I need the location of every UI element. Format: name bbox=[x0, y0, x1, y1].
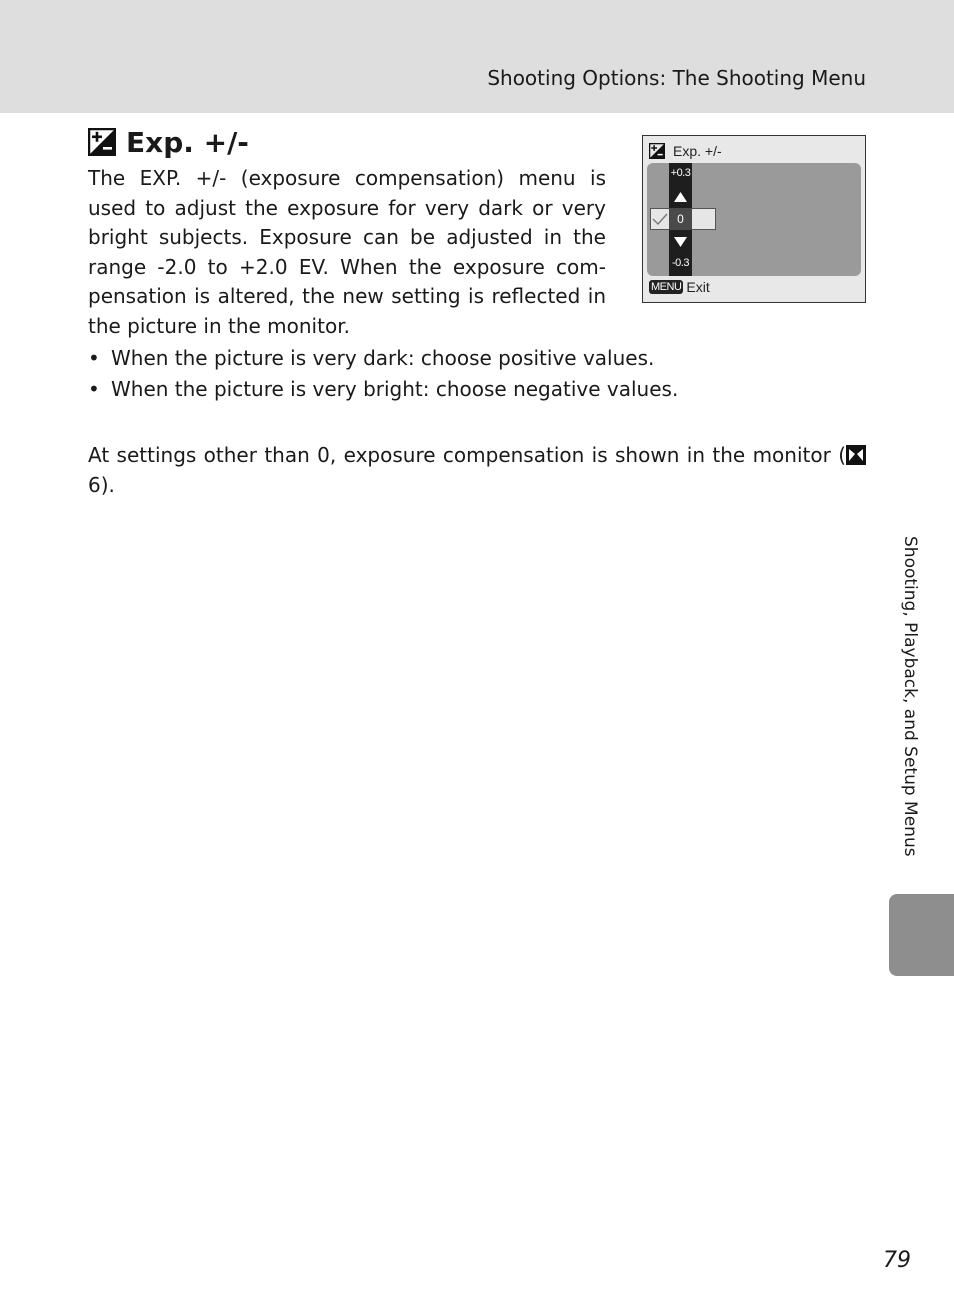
monitor-footer bbox=[649, 279, 710, 295]
header-title: Shooting Options: The Shooting Menu bbox=[487, 66, 866, 90]
intro-paragraph: The EXP. +/- (exposure compensation) menu is used to adjust the exposure for very dark or very bright subjects. Exposure can be adjusted in the range -2.0 to +2.0 EV. When the exposure com-pensation is altered, the new setting is reflected in the picture in the monitor. bbox=[88, 166, 606, 338]
list-item: • When the picture is very bright: choose negative values. bbox=[88, 377, 679, 401]
chapter-tab bbox=[889, 894, 954, 976]
exit-label: Exit bbox=[686, 279, 710, 295]
sidebar-chapter-label: Shooting, Playback, and Setup Menus bbox=[900, 536, 920, 857]
value-below: -0.3 bbox=[672, 257, 689, 269]
section-heading bbox=[88, 124, 249, 160]
note-paragraph: At settings other than 0, exposure compensation is shown in the monitor ( 6). bbox=[88, 440, 866, 500]
camera-monitor-illustration bbox=[642, 135, 866, 303]
bullet-list bbox=[88, 343, 888, 405]
up-arrow-icon bbox=[674, 192, 687, 202]
exposure-compensation-icon bbox=[88, 128, 116, 156]
value-selected: 0 bbox=[669, 208, 692, 230]
check-icon bbox=[652, 212, 668, 226]
menu-button-label: MENU bbox=[651, 281, 682, 293]
monitor-title: Exp. +/- bbox=[673, 143, 722, 159]
section-title: Exp. +/- bbox=[126, 125, 249, 159]
page-header bbox=[0, 0, 954, 113]
exposure-compensation-icon bbox=[649, 143, 665, 159]
down-arrow-icon bbox=[674, 237, 687, 247]
monitor-menu-panel bbox=[647, 163, 861, 276]
page-number: 79 bbox=[883, 1248, 911, 1273]
value-above: +0.3 bbox=[670, 167, 691, 179]
list-item: • When the picture is very dark: choose positive values. bbox=[88, 346, 655, 370]
reference-icon bbox=[846, 445, 866, 465]
monitor-header bbox=[649, 142, 722, 160]
